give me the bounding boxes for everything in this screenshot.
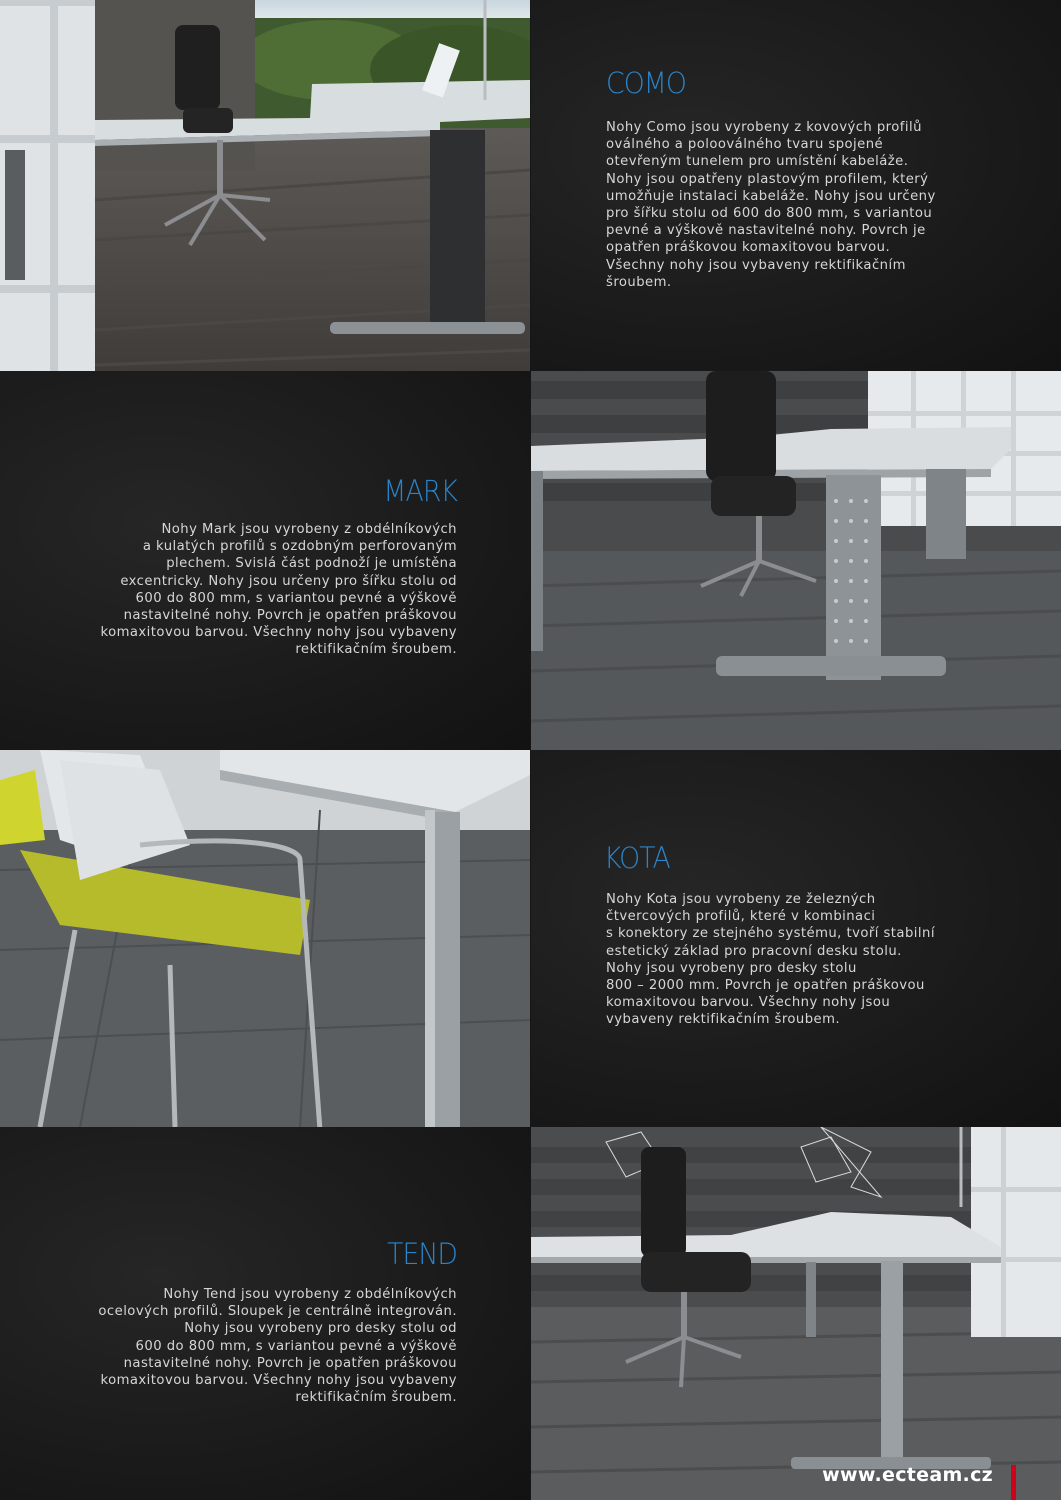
mark-title: MARK [383, 474, 457, 508]
kota-title: KOTA [604, 841, 670, 875]
kota-table-photo [0, 750, 530, 1127]
tend-text-panel [0, 1127, 530, 1500]
como-description: Nohy Como jsou vyrobeny z kovových profilů oválného a polooválného tvaru spojené otevřeným tunelem pro umístění kabeláže. Nohy jsou opatřeny plastovým profilem, který umožňuje instalaci kabeláže. Nohy jsou určeny pro šířku stolu od 600 do 800 mm, s variantou pevné a výškově nastavitelné nohy. Povrch je opatřen práškovou komaxitovou barvou. Všechny nohy jsou vybaveny rektifikačním šroubem. [606, 120, 936, 290]
tend-desk-photo [531, 1127, 1061, 1500]
como-text-panel [531, 0, 1061, 371]
section-como [0, 0, 1061, 371]
kota-description: Nohy Kota jsou vyrobeny ze železných čtvercových profilů, které v kombinaci s konektory ze stejného systému, tvoří stabilní estetický základ pro pracovní desku stolu. Nohy jsou vyrobeny pro desky stolu 800 – 2000 mm. Povrch je opatřen práškovou komaxitovou barvou. Všechny nohy jsou vybaveny rektifikačním šroubem. [606, 892, 935, 1028]
section-mark [0, 371, 1061, 750]
mark-description: Nohy Mark jsou vyrobeny z obdélníkových a kulatých profilů s ozdobným perforovaným plechem. Svislá část podnoží je umístěna excentricky. Nohy jsou určeny pro šířku stolu od 600 do 800 mm, s variantou pevné a výškově nastavitelné nohy. Povrch je opatřen práškovou komaxitovou barvou. Všechny nohy jsou vybaveny rektifikačním šroubem. [100, 522, 457, 658]
mark-desk-photo [531, 371, 1061, 750]
section-tend [0, 1127, 1061, 1500]
accent-bar [1011, 1465, 1016, 1500]
kota-text-panel [531, 750, 1061, 1127]
mark-text-panel [0, 371, 530, 750]
section-kota [0, 750, 1061, 1127]
como-title: COMO [606, 66, 686, 100]
como-desk-photo [0, 0, 530, 371]
tend-title: TEND [387, 1237, 457, 1271]
tend-description: Nohy Tend jsou vyrobeny z obdélníkových ocelových profilů. Sloupek je centrálně integrován. Nohy jsou vyrobeny pro desky stolu od 600 do 800 mm, s variantou pevné a výškově nastavitelné nohy. Povrch je opatřen práškovou komaxitovou barvou. Všechny nohy jsou vybaveny rektifikačním šroubem. [98, 1287, 457, 1406]
footer-url[interactable]: www.ecteam.cz [822, 1464, 993, 1486]
